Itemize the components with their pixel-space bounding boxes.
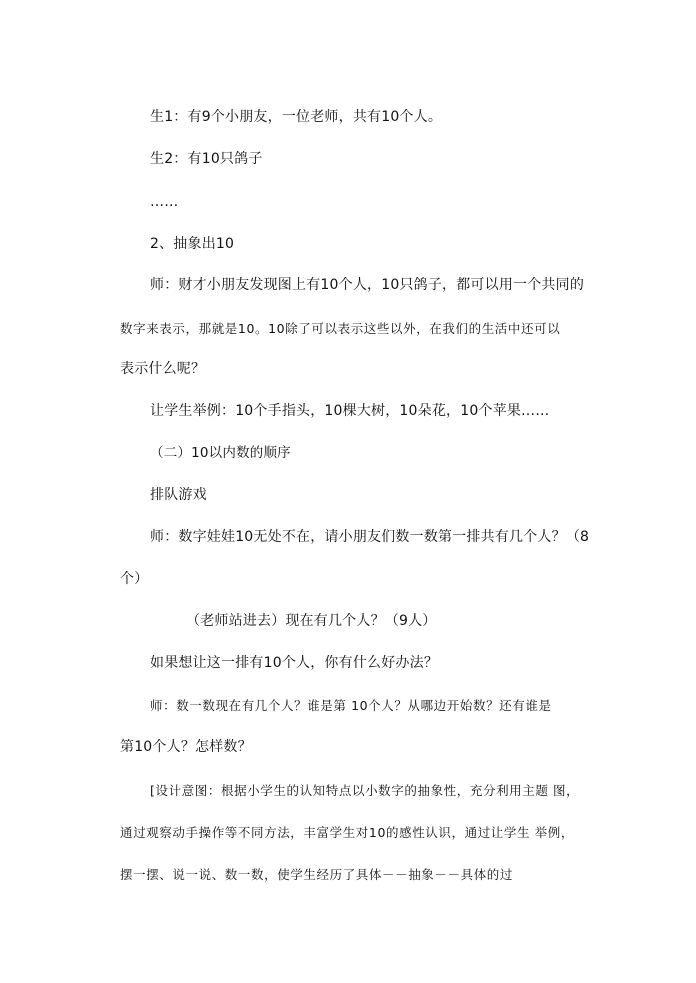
text-line: 生1：有9个小朋友，一位老师，共有10个人。: [150, 109, 443, 125]
text-line: 生2：有10只鸽子: [150, 151, 263, 167]
text-line: 摆一摆、说一说、数一数，使学生经历了具体－－抽象－－具体的过: [120, 867, 514, 882]
text-line: （老师站进去）现在有几个人？（9人）: [186, 613, 437, 629]
text-line: 让学生举例：10个手指头，10棵大树，10朵花，10个苹果……: [150, 403, 550, 419]
text-line: 排队游戏: [150, 487, 207, 503]
text-line: ……: [150, 194, 179, 210]
text-line: 数字来表示，那就是10。10除了可以表示这些以外，在我们的生活中还可以: [120, 321, 561, 336]
section-heading: （二）10以内数的顺序: [150, 445, 291, 461]
text-line: 如果想让这一排有10个人，你有什么好办法？: [150, 655, 439, 671]
text-line: 第10个人？怎样数？: [120, 739, 252, 755]
text-line: 师：数字娃娃10无处不在，请小朋友们数一数第一排共有几个人？（8: [150, 529, 590, 545]
text-line: 师：数一数现在有几个人？谁是第 10个人？从哪边开始数？还有谁是: [150, 698, 552, 713]
text-line: 表示什么呢？: [120, 361, 206, 377]
section-heading: 2、抽象出10: [150, 236, 235, 252]
text-line: 通过观察动手操作等不同方法，丰富学生对10的感性认识，通过让学生 举例，: [120, 825, 574, 840]
text-line: 个）: [120, 571, 149, 587]
text-line: [设计意图：根据小学生的认知特点以小数字的抽象性，充分利用主题 图，: [150, 783, 580, 798]
text-line: 师：财才小朋友发现图上有10个人，10只鸽子，都可以用一个共同的: [150, 277, 585, 293]
